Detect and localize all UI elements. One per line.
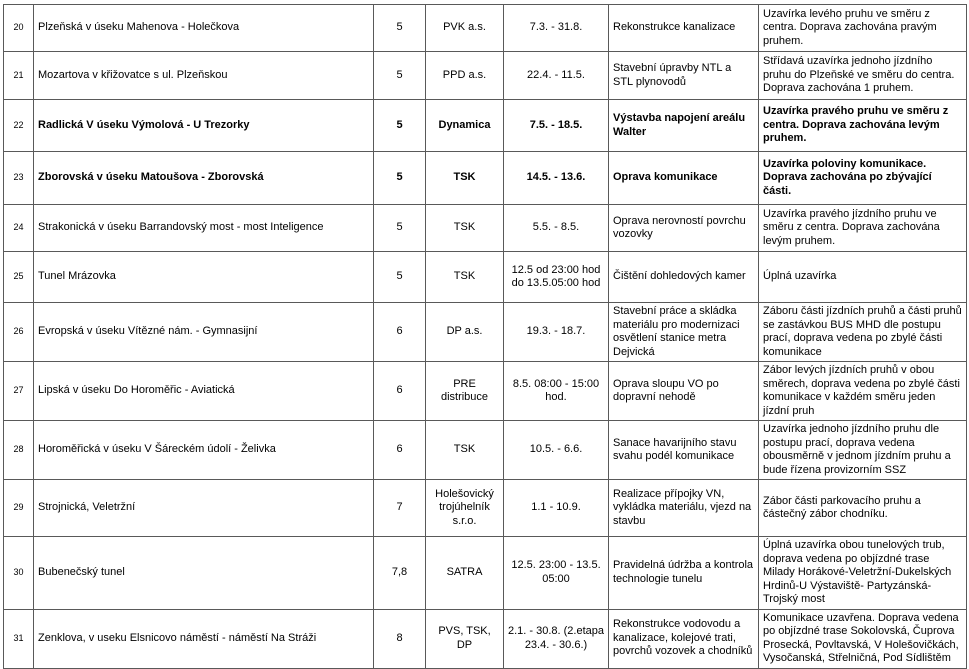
- company-cell: TSK: [426, 152, 504, 205]
- row-number-cell: 27: [4, 362, 34, 421]
- dates-cell: 12.5 od 23:00 hod do 13.5.05:00 hod: [504, 252, 609, 303]
- row-number-cell: 29: [4, 480, 34, 537]
- dates-cell: 22.4. - 11.5.: [504, 52, 609, 100]
- traffic-impact-cell: Uzavírka pravého jízdního pruhu ve směru z centra. Doprava zachována levým pruhem.: [759, 205, 967, 252]
- traffic-impact-cell: Uzavírka pravého pruhu ve směru z centra. Doprava zachována levým pruhem.: [759, 100, 967, 152]
- row-number-cell: 22: [4, 100, 34, 152]
- company-cell: PPD a.s.: [426, 52, 504, 100]
- dates-cell: 12.5. 23:00 - 13.5. 05:00: [504, 537, 609, 610]
- location-cell: Tunel Mrázovka: [34, 252, 374, 303]
- work-description-cell: Pravidelná údržba a kontrola technologie tunelu: [609, 537, 759, 610]
- district-cell: 5: [374, 205, 426, 252]
- company-cell: Dynamica: [426, 100, 504, 152]
- company-cell: Holešovický trojúhelník s.r.o.: [426, 480, 504, 537]
- road-closures-table: [3, 4, 967, 669]
- traffic-impact-cell: Zábor části parkovacího pruhu a částečný zábor chodníku.: [759, 480, 967, 537]
- district-cell: 6: [374, 303, 426, 362]
- table-body: [4, 5, 967, 669]
- company-cell: TSK: [426, 421, 504, 480]
- location-cell: Strakonická v úseku Barrandovský most - most Inteligence: [34, 205, 374, 252]
- work-description-cell: Rekonstrukce vodovodu a kanalizace, kolejové trati, povrchů vozovek a chodníků: [609, 609, 759, 668]
- table-row: [4, 5, 967, 52]
- traffic-impact-cell: Komunikace uzavřena. Doprava vedena po objízdné trase Sokolovská, Čuprova Prosecká, Povltavská, V Holešovičkách, Vysočanská, Střelničná, Pod Sídlištěm: [759, 609, 967, 668]
- district-cell: 5: [374, 5, 426, 52]
- work-description-cell: Stavební práce a skládka materiálu pro modernizaci osvětlení stanice metra Dejvická: [609, 303, 759, 362]
- company-cell: TSK: [426, 205, 504, 252]
- traffic-impact-cell: Uzavírka jednoho jízdního pruhu dle postupu prací, doprava vedena obousměrně v jednom jízdním pruhu a bude řízena provizorním SSZ: [759, 421, 967, 480]
- row-number-cell: 23: [4, 152, 34, 205]
- table-row: [4, 100, 967, 152]
- work-description-cell: Výstavba napojení areálu Walter: [609, 100, 759, 152]
- dates-cell: 10.5. - 6.6.: [504, 421, 609, 480]
- dates-cell: 19.3. - 18.7.: [504, 303, 609, 362]
- district-cell: 5: [374, 252, 426, 303]
- work-description-cell: Oprava sloupu VO po dopravní nehodě: [609, 362, 759, 421]
- location-cell: Strojnická, Veletržní: [34, 480, 374, 537]
- table-row: [4, 421, 967, 480]
- location-cell: Zenklova, v useku Elsnicovo náměstí - náměstí Na Stráži: [34, 609, 374, 668]
- dates-cell: 7.3. - 31.8.: [504, 5, 609, 52]
- location-cell: Radlická V úseku Výmolová - U Trezorky: [34, 100, 374, 152]
- district-cell: 6: [374, 362, 426, 421]
- traffic-impact-cell: Zábor levých jízdních pruhů v obou směrech, doprava vedena po zbylé části komunikace v každém směru jeden jízdní pruh: [759, 362, 967, 421]
- table-row: [4, 609, 967, 668]
- traffic-impact-cell: Uzavírka levého pruhu ve směru z centra. Doprava zachována pravým pruhem.: [759, 5, 967, 52]
- work-description-cell: Realizace přípojky VN, vykládka materiálu, vjezd na stavbu: [609, 480, 759, 537]
- table-row: [4, 362, 967, 421]
- work-description-cell: Sanace havarijního stavu svahu podél komunikace: [609, 421, 759, 480]
- district-cell: 8: [374, 609, 426, 668]
- row-number-cell: 25: [4, 252, 34, 303]
- row-number-cell: 30: [4, 537, 34, 610]
- dates-cell: 14.5. - 13.6.: [504, 152, 609, 205]
- table-row: [4, 152, 967, 205]
- company-cell: PVS, TSK, DP: [426, 609, 504, 668]
- district-cell: 7,8: [374, 537, 426, 610]
- location-cell: Lipská v úseku Do Horoměřic - Aviatická: [34, 362, 374, 421]
- location-cell: Horoměřická v úseku V Šáreckém údolí - Želivka: [34, 421, 374, 480]
- work-description-cell: Oprava komunikace: [609, 152, 759, 205]
- district-cell: 6: [374, 421, 426, 480]
- location-cell: Evropská v úseku Vítězné nám. - Gymnasijní: [34, 303, 374, 362]
- dates-cell: 2.1. - 30.8. (2.etapa 23.4. - 30.6.): [504, 609, 609, 668]
- work-description-cell: Oprava nerovností povrchu vozovky: [609, 205, 759, 252]
- location-cell: Mozartova v křižovatce s ul. Plzeňskou: [34, 52, 374, 100]
- district-cell: 7: [374, 480, 426, 537]
- company-cell: TSK: [426, 252, 504, 303]
- company-cell: PRE distribuce: [426, 362, 504, 421]
- work-description-cell: Čištění dohledových kamer: [609, 252, 759, 303]
- row-number-cell: 31: [4, 609, 34, 668]
- work-description-cell: Rekonstrukce kanalizace: [609, 5, 759, 52]
- table-row: [4, 52, 967, 100]
- district-cell: 5: [374, 152, 426, 205]
- traffic-impact-cell: Úplná uzavírka obou tunelových trub, doprava vedena po objízdné trase Milady Horákové-Veletržní-Dukelských Hrdinů-U Výstaviště- Partyzánská-Trojský most: [759, 537, 967, 610]
- traffic-impact-cell: Uzavírka poloviny komunikace. Doprava zachována po zbývající části.: [759, 152, 967, 205]
- table-row: [4, 303, 967, 362]
- traffic-impact-cell: Střídavá uzavírka jednoho jízdního pruhu do Plzeňské ve směru do centra. Doprava zachována 1 pruhem.: [759, 52, 967, 100]
- traffic-impact-cell: Záboru části jízdních pruhů a části pruhů se zastávkou BUS MHD dle postupu prací, doprava vedena po zbylé části komunikace: [759, 303, 967, 362]
- dates-cell: 5.5. - 8.5.: [504, 205, 609, 252]
- table-row: [4, 480, 967, 537]
- row-number-cell: 20: [4, 5, 34, 52]
- dates-cell: 8.5. 08:00 - 15:00 hod.: [504, 362, 609, 421]
- row-number-cell: 28: [4, 421, 34, 480]
- company-cell: SATRA: [426, 537, 504, 610]
- table-row: [4, 537, 967, 610]
- row-number-cell: 26: [4, 303, 34, 362]
- work-description-cell: Stavební úpravby NTL a STL plynovodů: [609, 52, 759, 100]
- traffic-impact-cell: Úplná uzavírka: [759, 252, 967, 303]
- row-number-cell: 21: [4, 52, 34, 100]
- table-row: [4, 205, 967, 252]
- table-row: [4, 252, 967, 303]
- company-cell: DP a.s.: [426, 303, 504, 362]
- dates-cell: 1.1 - 10.9.: [504, 480, 609, 537]
- location-cell: Zborovská v úseku Matoušova - Zborovská: [34, 152, 374, 205]
- road-closures-table-sheet: [3, 4, 967, 669]
- district-cell: 5: [374, 52, 426, 100]
- row-number-cell: 24: [4, 205, 34, 252]
- company-cell: PVK a.s.: [426, 5, 504, 52]
- location-cell: Bubenečský tunel: [34, 537, 374, 610]
- location-cell: Plzeňská v úseku Mahenova - Holečkova: [34, 5, 374, 52]
- district-cell: 5: [374, 100, 426, 152]
- dates-cell: 7.5. - 18.5.: [504, 100, 609, 152]
